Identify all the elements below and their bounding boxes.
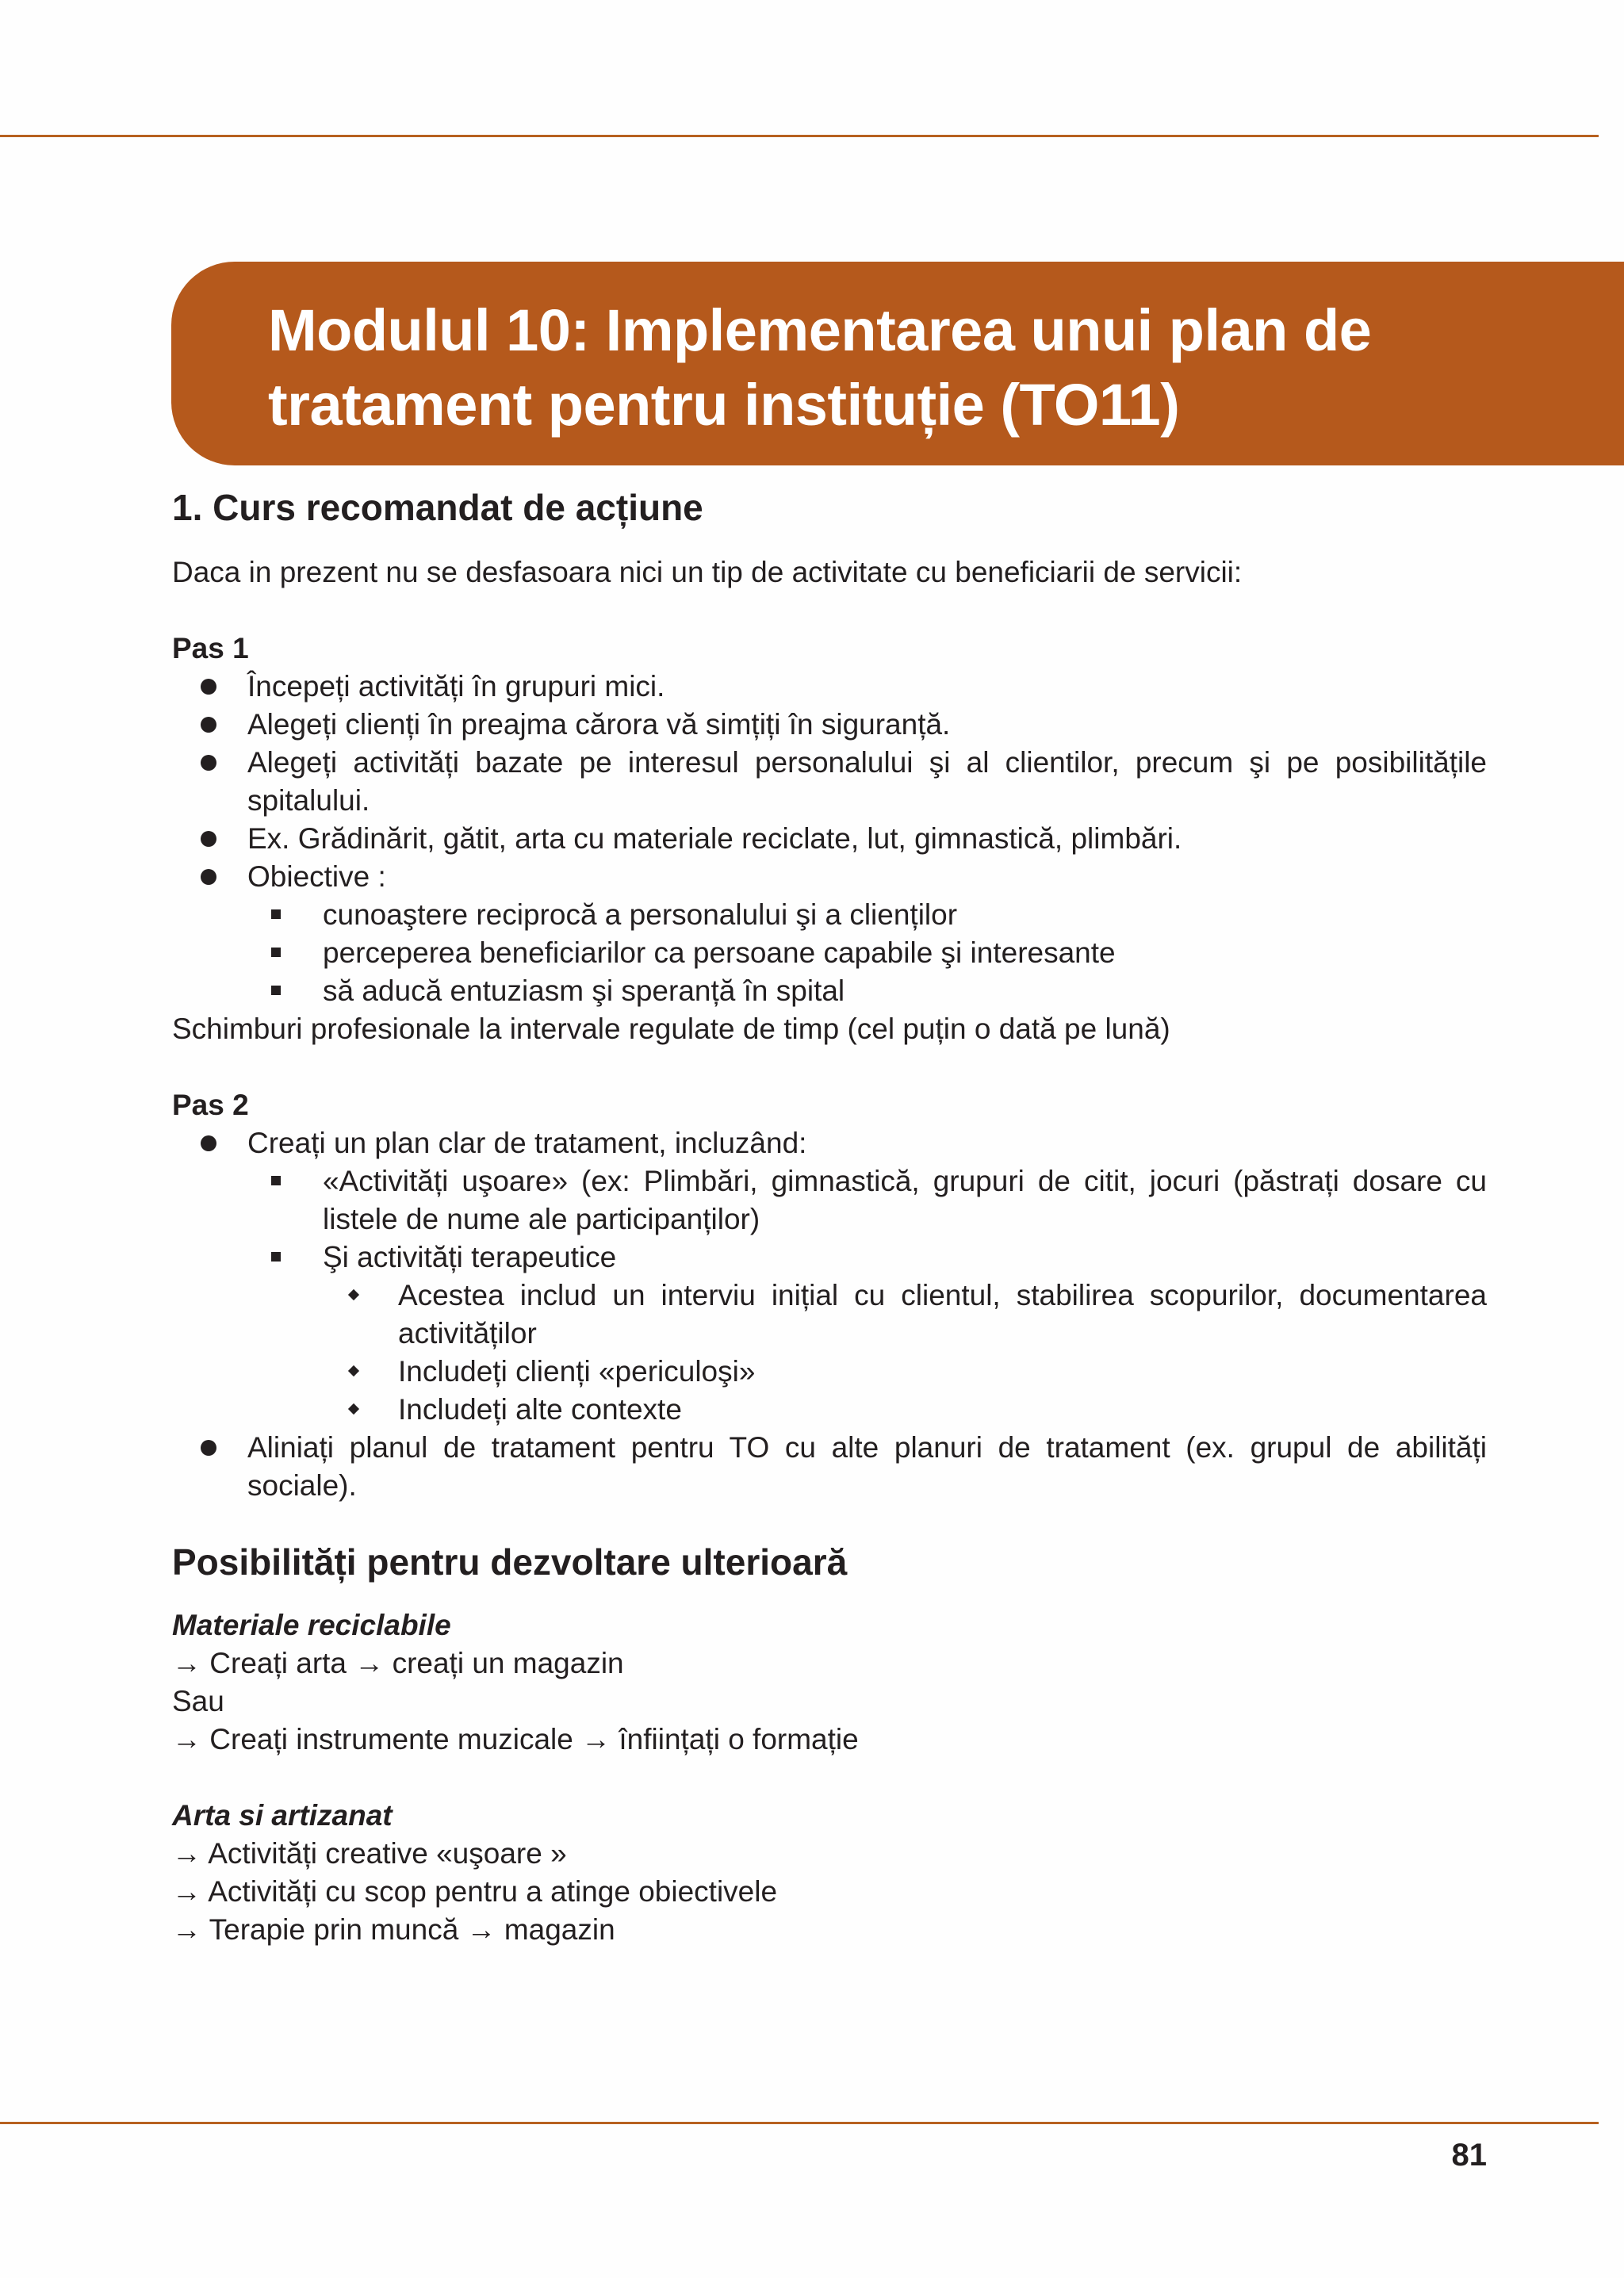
step-2-label: Pas 2 [172, 1089, 249, 1121]
plan-sublist [172, 1162, 1487, 1277]
list-item: Creați un plan clar de tratament, incluzând: [172, 1124, 1487, 1162]
recyclable-materials-heading: Materiale reciclabile [172, 1609, 451, 1641]
arts-line: → Activități cu scop pentru a atinge obiectivele [172, 1875, 778, 1908]
step-2-list-continued [172, 1429, 1487, 1505]
objectives-list [172, 896, 1487, 1010]
square-bullet-icon [271, 909, 281, 919]
bullet-icon [201, 755, 216, 771]
recyclable-line: Sau [172, 1685, 224, 1717]
bullet-icon [201, 1135, 216, 1151]
list-item: Includeți alte contexte [323, 1391, 1487, 1429]
list-item: Aliniați planul de tratament pentru TO cu alte planuri de tratament (ex. grupul de abilități sociale). [172, 1429, 1487, 1505]
section-heading-2: Posibilități pentru dezvoltare ulterioară [172, 1541, 848, 1583]
square-bullet-icon [271, 1176, 281, 1185]
square-bullet-icon [271, 986, 281, 995]
bullet-icon [201, 679, 216, 695]
module-title-line-2: tratament pentru instituție (TO11) [268, 372, 1180, 438]
list-item: Alegeți activități bazate pe interesul personalului şi al clientilor, precum şi pe posibilitățile spitalului. [172, 744, 1487, 820]
intro-paragraph: Daca in prezent nu se desfasoara nici un tip de activitate cu beneficiarii de servicii: [172, 556, 1243, 588]
diamond-bullet-icon [348, 1365, 359, 1376]
arts-crafts-heading: Arta si artizanat [172, 1799, 393, 1832]
step-2-list [172, 1124, 1487, 1162]
top-rule [0, 135, 1599, 137]
bullet-icon [201, 831, 216, 847]
bullet-icon [201, 717, 216, 733]
module-title-line-1: Modulul 10: Implementarea unui plan de [268, 297, 1372, 363]
module-title [268, 293, 1371, 442]
page-content [172, 476, 1487, 1949]
page-number: 81 [1451, 2138, 1487, 2173]
step-1-note: Schimburi profesionale la intervale regulate de timp (cel puțin o dată pe lună) [172, 1013, 1170, 1045]
diamond-bullet-icon [348, 1289, 359, 1300]
list-item: cunoaştere reciprocă a personalului şi a clienților [247, 896, 1487, 934]
step-1-list [172, 668, 1487, 896]
bullet-icon [201, 1440, 216, 1456]
module-title-banner [171, 262, 1624, 465]
arts-line: → Terapie prin muncă → magazin [172, 1913, 615, 1946]
list-item: Şi activități terapeutice [247, 1239, 1487, 1277]
bottom-rule [0, 2122, 1599, 2124]
list-item: Începeți activități în grupuri mici. [172, 668, 1487, 706]
recyclable-line: → Creați arta → creați un magazin [172, 1647, 624, 1679]
list-item: Alegeți clienți în preajma cărora vă simțiți în siguranță. [172, 706, 1487, 744]
therapeutic-sublist [172, 1277, 1487, 1429]
bullet-icon [201, 869, 216, 885]
list-item: să aducă entuziasm şi speranță în spital [247, 972, 1487, 1010]
square-bullet-icon [271, 948, 281, 957]
square-bullet-icon [271, 1252, 281, 1262]
list-item: Includeți clienți «periculoşi» [323, 1353, 1487, 1391]
list-item: Acestea includ un interviu inițial cu clientul, stabilirea scopurilor, documentarea activităților [323, 1277, 1487, 1353]
list-item: Ex. Grădinărit, gătit, arta cu materiale reciclate, lut, gimnastică, plimbări. [172, 820, 1487, 858]
arts-line: → Activități creative «uşoare » [172, 1837, 567, 1870]
list-item: perceperea beneficiarilor ca persoane capabile şi interesante [247, 934, 1487, 972]
list-item: Obiective : [172, 858, 1487, 896]
step-1-label: Pas 1 [172, 632, 249, 664]
list-item: «Activități uşoare» (ex: Plimbări, gimnastică, grupuri de citit, jocuri (păstrați dosare cu listele de nume ale participanților) [247, 1162, 1487, 1239]
recyclable-line: → Creați instrumente muzicale → înființați o formație [172, 1723, 859, 1755]
section-heading-1: 1. Curs recomandat de acțiune [172, 487, 703, 528]
diamond-bullet-icon [348, 1403, 359, 1415]
